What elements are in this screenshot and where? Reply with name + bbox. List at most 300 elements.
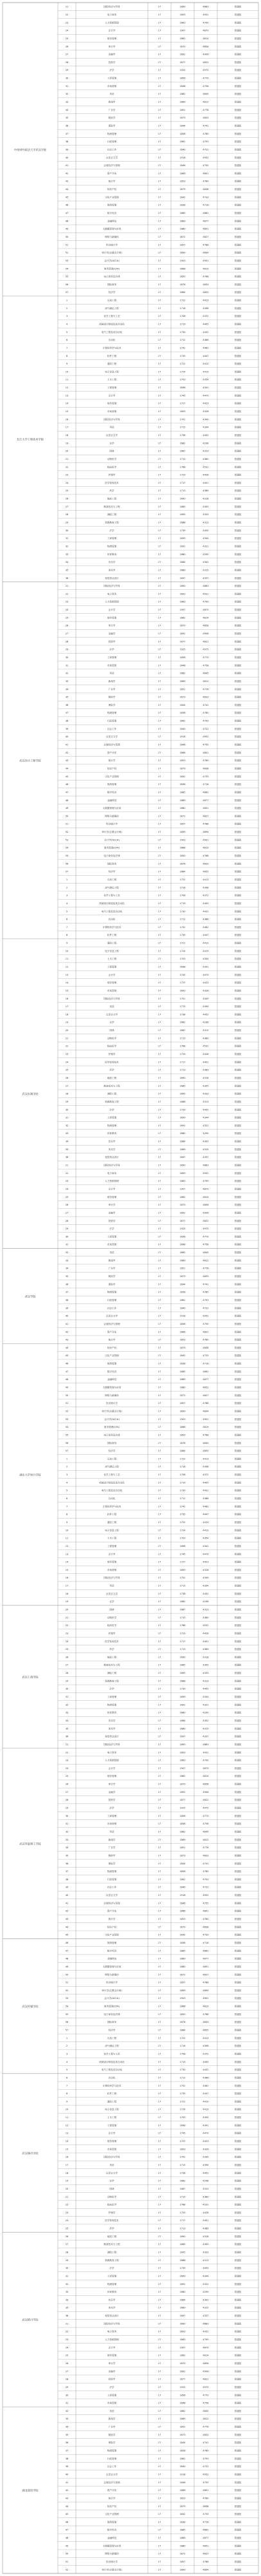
batch-name: 普通批 xyxy=(234,679,242,683)
major-name: 知识产权 xyxy=(107,188,117,191)
plan-count: 17 xyxy=(158,2315,161,2318)
row-number: 34 xyxy=(65,1267,69,1270)
batch-name: 普通批 xyxy=(234,2052,242,2056)
row-number: 42 xyxy=(65,751,69,754)
major-name: 大数据管理与应用 xyxy=(102,2544,122,2548)
batch-name: 普通批 xyxy=(234,791,242,794)
batch-name: 普通批 xyxy=(234,1005,242,1009)
min-rank: 4931 xyxy=(203,2330,209,2333)
major-name: 法学 xyxy=(109,2385,114,2389)
min-rank: 4462 xyxy=(203,925,209,929)
batch-name: 普通批 xyxy=(234,1457,242,1461)
plan-count: 17 xyxy=(158,2354,161,2357)
batch-name: 普通批 xyxy=(234,1434,242,1437)
batch-name: 普通批 xyxy=(234,1957,242,1960)
batch-name: 普通批 xyxy=(234,1775,242,1778)
major-name: 会计学 xyxy=(108,2132,116,2135)
min-rank: 4755 xyxy=(203,164,209,167)
batch-name: 普通批 xyxy=(234,529,242,532)
plan-count: 17 xyxy=(158,2172,161,2175)
row-number: 46 xyxy=(65,783,69,786)
major-name: 知识产权 xyxy=(107,1346,117,1349)
batch-name: 普通批 xyxy=(234,323,242,326)
plan-count: 17 xyxy=(158,545,161,548)
min-score: 1687 xyxy=(179,2187,186,2190)
batch-name: 普通批 xyxy=(234,886,242,889)
batch-name: 普通批 xyxy=(234,727,242,730)
major-name: 软件工程 xyxy=(107,1513,117,1516)
min-rank: 4788 xyxy=(203,2561,209,2564)
min-rank: 4741 xyxy=(203,1283,209,1286)
row-number: 19 xyxy=(65,1600,69,1604)
min-score: 1869 xyxy=(179,2418,186,2421)
plan-count: 17 xyxy=(158,418,161,421)
min-score: 1848 xyxy=(179,2401,186,2405)
min-score: 1889 xyxy=(179,1378,186,1381)
min-rank: 4344 xyxy=(203,537,209,540)
batch-name: 普通批 xyxy=(234,394,242,397)
min-rank: 4413 xyxy=(203,299,209,302)
batch-name: 普通批 xyxy=(234,386,242,390)
batch-name: 普通批 xyxy=(234,2330,242,2333)
min-score: 1925 xyxy=(179,69,186,72)
plan-count: 17 xyxy=(158,299,161,302)
plan-count: 17 xyxy=(158,2306,161,2309)
major-name: 财务管理 xyxy=(107,616,117,620)
min-score: 1866 xyxy=(179,751,186,754)
batch-name: 普通批 xyxy=(234,1759,242,1762)
batch-name: 普通批 xyxy=(234,1465,242,1468)
min-rank: 4419 xyxy=(203,1529,209,1532)
row-number: 17 xyxy=(65,1005,69,1009)
major-name: 物流管理 xyxy=(107,1291,117,1294)
plan-count: 17 xyxy=(158,450,161,453)
batch-name: 普通批 xyxy=(234,2354,242,2357)
min-rank: 4827 xyxy=(203,1973,209,1976)
plan-count: 17 xyxy=(158,2291,161,2294)
min-score: 1715 xyxy=(179,2163,186,2166)
major-name: 工程管理 xyxy=(107,386,117,390)
row-number: 17 xyxy=(65,2163,69,2166)
major-name: 机械设计制造及其自动化 xyxy=(99,323,125,326)
major-name: 勘查技术与工程 xyxy=(104,1663,120,1667)
batch-name: 普通批 xyxy=(234,2346,242,2349)
min-rank: 4349 xyxy=(203,418,209,421)
min-score: 1735 xyxy=(179,934,186,937)
plan-count: 17 xyxy=(158,37,161,40)
min-score: 1844 xyxy=(179,1862,186,1865)
major-name: 油气储运工程 xyxy=(105,886,119,889)
min-score: 1727 xyxy=(179,1560,186,1564)
plan-count: 17 xyxy=(158,1291,161,1294)
batch-name: 普通批 xyxy=(234,117,242,120)
major-name: 会计学 xyxy=(108,1188,116,1191)
min-score: 1697 xyxy=(179,1735,186,1738)
min-score: 1877 xyxy=(179,640,186,643)
major-name: 财务管理 xyxy=(107,981,117,985)
row-number: 22 xyxy=(65,1751,69,1754)
batch-name: 普通批 xyxy=(234,1148,242,1151)
major-name: 网络与新媒体 xyxy=(105,1973,119,1976)
min-score: 1698 xyxy=(179,965,186,969)
plan-count: 17 xyxy=(158,735,161,739)
min-rank: 4372 xyxy=(203,894,209,897)
min-rank: 4290 xyxy=(203,1711,209,1714)
row-number: 22 xyxy=(65,1171,69,1175)
major-name: 审计学(注册会计师) xyxy=(102,251,122,254)
batch-name: 普通批 xyxy=(234,2187,242,2190)
batch-name: 普通批 xyxy=(234,2441,242,2445)
plan-count: 17 xyxy=(158,2052,161,2056)
batch-name: 普通批 xyxy=(234,2282,242,2286)
batch-name: 普通批 xyxy=(234,1854,242,1857)
min-rank: 4776 xyxy=(203,1267,209,1270)
plan-count: 17 xyxy=(158,1544,161,1548)
major-name: 会计学 xyxy=(108,29,116,32)
school-name: 武汉设计工程学院 xyxy=(19,759,41,762)
batch-name: 普通批 xyxy=(234,2306,242,2309)
row-number: 21 xyxy=(65,1164,69,1167)
batch-name: 普通批 xyxy=(234,100,242,104)
min-rank: 4894 xyxy=(203,251,209,254)
row-number: 44 xyxy=(65,767,69,770)
min-score: 1745 xyxy=(179,394,186,397)
major-name: 金融科技 xyxy=(107,1957,117,1960)
min-rank: 4812 xyxy=(203,2418,209,2421)
min-score: 1870 xyxy=(179,624,186,627)
row-number: 33 xyxy=(65,1132,69,1135)
min-rank: 4372 xyxy=(203,1473,209,1477)
plan-count: 17 xyxy=(158,767,161,770)
batch-name: 普通批 xyxy=(234,1188,242,1191)
plan-count: 17 xyxy=(158,2473,161,2476)
min-score: 1708 xyxy=(179,2052,186,2056)
row-number: 25 xyxy=(65,2227,69,2230)
row-number: 31 xyxy=(65,537,69,540)
batch-name: 普通批 xyxy=(234,1981,242,1984)
plan-count: 17 xyxy=(158,2045,161,2048)
batch-name: 普通批 xyxy=(234,807,242,810)
plan-count: 17 xyxy=(158,132,161,135)
batch-name: 普通批 xyxy=(234,450,242,453)
major-name: 大数据管理与应用 xyxy=(102,807,122,810)
row-number: 25 xyxy=(65,37,69,40)
min-rank: 4906 xyxy=(203,632,209,636)
major-name: 金融学 xyxy=(108,1790,116,1794)
min-rank: 4326 xyxy=(203,2148,209,2151)
min-score: 1713 xyxy=(179,489,186,493)
row-number: 48 xyxy=(65,220,69,223)
min-score: 1880 xyxy=(179,2544,186,2548)
row-number: 25 xyxy=(65,2354,69,2357)
min-score: 1853 xyxy=(179,1338,186,1341)
min-score: 1697 xyxy=(179,576,186,580)
batch-name: 普通批 xyxy=(234,1402,242,1405)
min-score: 1856 xyxy=(179,2394,186,2397)
major-name: 电子商务 xyxy=(107,1751,117,1754)
row-number: 6 xyxy=(66,918,68,921)
min-score: 1698 xyxy=(179,386,186,390)
plan-count: 17 xyxy=(158,1322,161,1325)
plan-count: 17 xyxy=(158,330,161,334)
major-name: 体育教育 xyxy=(107,553,117,556)
plan-count: 17 xyxy=(158,2251,161,2254)
plan-count: 17 xyxy=(158,315,161,318)
major-name: 音乐学 xyxy=(108,1140,116,1143)
min-score: 1846 xyxy=(179,2481,186,2484)
plan-count: 17 xyxy=(158,2235,161,2238)
min-score: 1687 xyxy=(179,1608,186,1611)
plan-count: 17 xyxy=(158,679,161,683)
major-name: 会计学(ACCA) xyxy=(104,838,120,842)
major-name: 财务管理(CFA) xyxy=(104,267,120,270)
major-name: 社会工作 xyxy=(107,148,117,151)
plan-count: 17 xyxy=(158,1037,161,1040)
major-name: 电气工程及其自动化 xyxy=(101,330,123,334)
row-number: 13 xyxy=(65,973,69,976)
min-score: 1890 xyxy=(179,5,186,8)
row-number: 35 xyxy=(65,1148,69,1151)
plan-count: 17 xyxy=(158,609,161,612)
plan-count: 17 xyxy=(158,323,161,326)
plan-count: 17 xyxy=(158,2401,161,2405)
min-rank: 4302 xyxy=(203,2298,209,2302)
major-name: 网络与新媒体 xyxy=(105,815,119,818)
min-rank: 4386 xyxy=(203,1497,209,1501)
batch-name: 普通批 xyxy=(234,2132,242,2135)
plan-count: 17 xyxy=(158,1862,161,1865)
plan-count: 17 xyxy=(158,965,161,969)
plan-count: 17 xyxy=(158,2243,161,2246)
min-score: 1862 xyxy=(179,2354,186,2357)
min-score: 1701 xyxy=(179,1577,186,1580)
min-rank: 4851 xyxy=(203,1965,209,1968)
min-rank: 4413 xyxy=(203,878,209,881)
major-name: 电气工程及其自动化 xyxy=(101,1489,123,1492)
major-name: 经济统计学 xyxy=(106,2561,118,2564)
min-score: 1842 xyxy=(179,196,186,199)
min-rank: 4790 xyxy=(203,1759,209,1762)
batch-name: 普通批 xyxy=(234,378,242,381)
plan-count: 17 xyxy=(158,212,161,215)
plan-count: 17 xyxy=(158,561,161,564)
batch-name: 普通批 xyxy=(234,2544,242,2548)
major-name: 计算机科学与技术 xyxy=(102,1505,122,1508)
plan-count: 17 xyxy=(158,949,161,952)
min-rank: 4344 xyxy=(203,2275,209,2278)
min-score: 1872 xyxy=(179,235,186,238)
row-number: 33 xyxy=(65,2291,69,2294)
plan-count: 17 xyxy=(158,1648,161,1651)
min-rank: 4776 xyxy=(203,2425,209,2429)
batch-name: 普通批 xyxy=(234,1076,242,1079)
major-name: 投资学 xyxy=(108,61,116,64)
row-number: 57 xyxy=(65,291,69,294)
min-score: 1689 xyxy=(179,569,186,572)
min-score: 1682 xyxy=(179,1021,186,1024)
min-score: 1851 xyxy=(179,1846,186,1850)
min-score: 1884 xyxy=(179,291,186,294)
min-rank: 4755 xyxy=(203,743,209,746)
min-rank: 4833 xyxy=(203,1854,209,1857)
row-number: 35 xyxy=(65,1275,69,1278)
row-number: 25 xyxy=(65,1068,69,1072)
min-rank: 4855 xyxy=(203,870,209,873)
batch-name: 普通批 xyxy=(234,1378,242,1381)
row-number: 8 xyxy=(66,354,68,357)
major-name: 工商管理 xyxy=(107,1696,117,1699)
plan-count: 17 xyxy=(158,529,161,532)
major-name: 英语 xyxy=(109,93,114,96)
major-name: 经济学 xyxy=(108,870,116,873)
major-name: 自动化 xyxy=(108,1497,116,1501)
row-number: 20 xyxy=(65,1029,69,1032)
min-rank: 4931 xyxy=(203,592,209,596)
min-rank: 4290 xyxy=(203,553,209,556)
row-number: 22 xyxy=(65,13,69,16)
major-name: 工商管理 xyxy=(107,1814,117,1817)
min-rank: 4462 xyxy=(203,346,209,350)
major-name: 行政管理 xyxy=(107,719,117,723)
min-score: 1713 xyxy=(179,1648,186,1651)
row-number: 57 xyxy=(65,870,69,873)
batch-name: 普通批 xyxy=(234,2315,242,2318)
batch-name: 普通批 xyxy=(234,1132,242,1135)
min-rank: 4733 xyxy=(203,775,209,778)
batch-name: 普通批 xyxy=(234,2076,242,2079)
row-number: 37 xyxy=(65,2449,69,2452)
batch-name: 普通批 xyxy=(234,1672,242,1675)
batch-name: 普通批 xyxy=(234,2489,242,2492)
min-rank: 4447 xyxy=(203,2092,209,2096)
batch-name: 普通批 xyxy=(234,433,242,437)
min-rank: 4337 xyxy=(203,2315,209,2318)
plan-count: 17 xyxy=(158,632,161,636)
row-number: 3 xyxy=(66,315,68,318)
row-number: 21 xyxy=(65,1743,69,1746)
min-rank: 4975 xyxy=(203,69,209,72)
min-score: 1691 xyxy=(179,1124,186,1127)
plan-count: 17 xyxy=(158,1577,161,1580)
batch-name: 普通批 xyxy=(234,37,242,40)
major-name: 土木工程 xyxy=(107,958,117,961)
batch-name: 普通批 xyxy=(234,838,242,842)
major-name: 土木工程 xyxy=(107,2116,117,2119)
row-number: 27 xyxy=(65,505,69,508)
row-number: 34 xyxy=(65,688,69,691)
major-name: 新闻学 xyxy=(108,2418,116,2421)
batch-name: 普通批 xyxy=(234,1426,242,1429)
major-name: 国际商务 xyxy=(107,1441,117,1444)
major-name: 石油工程 xyxy=(107,878,117,881)
min-score: 1880 xyxy=(179,807,186,810)
major-name: 音乐学 xyxy=(108,561,116,564)
min-score: 1838 xyxy=(179,783,186,786)
batch-name: 普通批 xyxy=(234,2457,242,2460)
row-number: 33 xyxy=(65,679,69,683)
major-name: 知识产权 xyxy=(107,767,117,770)
major-name: 法学 xyxy=(109,1227,114,1231)
row-number: 25 xyxy=(65,1195,69,1198)
batch-name: 普通批 xyxy=(234,2497,242,2500)
min-rank: 4790 xyxy=(203,2338,209,2342)
row-number: 26 xyxy=(65,497,69,500)
min-rank: 4333 xyxy=(203,513,209,516)
min-score: 1693 xyxy=(179,2148,186,2151)
batch-name: 普通批 xyxy=(234,5,242,8)
row-number: 2 xyxy=(66,307,68,310)
min-score: 1699 xyxy=(179,1116,186,1119)
min-rank: 4877 xyxy=(203,799,209,802)
major-name: 工程管理 xyxy=(107,2124,117,2127)
min-score: 1727 xyxy=(179,2140,186,2143)
min-score: 1685 xyxy=(179,2243,186,2246)
min-rank: 4830 xyxy=(203,2021,209,2024)
row-number: 5 xyxy=(66,330,68,334)
batch-name: 普通批 xyxy=(234,1045,242,1048)
batch-name: 普通批 xyxy=(234,1410,242,1413)
plan-count: 17 xyxy=(158,1981,161,1984)
min-score: 1870 xyxy=(179,2362,186,2365)
major-name: 人力资源管理 xyxy=(105,1759,119,1762)
plan-count: 17 xyxy=(158,2394,161,2397)
row-number: 51 xyxy=(65,243,69,247)
row-number: 42 xyxy=(65,1331,69,1334)
min-rank: 4423 xyxy=(203,2140,209,2143)
major-name: 资产评估 xyxy=(107,1331,117,1334)
batch-name: 普通批 xyxy=(234,1918,242,1921)
min-score: 1850 xyxy=(179,275,186,278)
plan-count: 17 xyxy=(158,703,161,706)
school-name: 中南财经政法大学武汉学院 xyxy=(14,147,47,151)
min-rank: 4410 xyxy=(203,942,209,945)
min-rank: 4894 xyxy=(203,831,209,834)
batch-name: 普通批 xyxy=(234,910,242,913)
plan-count: 17 xyxy=(158,688,161,691)
major-name: 审计学 xyxy=(108,1204,116,1207)
batch-name: 普通批 xyxy=(234,2275,242,2278)
min-rank: 4447 xyxy=(203,934,209,937)
plan-count: 17 xyxy=(158,1949,161,1953)
row-number: 29 xyxy=(65,648,69,651)
row-number: 25 xyxy=(65,1775,69,1778)
min-rank: 4318 xyxy=(203,1076,209,1079)
row-number: 21 xyxy=(65,1616,69,1619)
major-name: 统计学 xyxy=(108,1338,116,1341)
plan-count: 17 xyxy=(158,918,161,921)
major-name: 投资学 xyxy=(108,1799,116,1802)
row-number: 29 xyxy=(65,1227,69,1231)
row-number: 33 xyxy=(65,1838,69,1841)
min-score: 1768 xyxy=(179,2203,186,2206)
plan-count: 17 xyxy=(158,791,161,794)
major-name: 视觉传达设计 xyxy=(105,576,119,580)
batch-name: 普通批 xyxy=(234,1687,242,1690)
min-rank: 4952 xyxy=(203,1894,209,1897)
plan-count: 17 xyxy=(158,2227,161,2230)
batch-name: 普通批 xyxy=(234,2148,242,2151)
plan-count: 17 xyxy=(158,838,161,842)
batch-name: 普通批 xyxy=(234,1814,242,1817)
plan-count: 17 xyxy=(158,172,161,175)
row-number: 21 xyxy=(65,1037,69,1040)
plan-count: 17 xyxy=(158,664,161,667)
row-number: 21 xyxy=(65,2195,69,2199)
batch-name: 普通批 xyxy=(234,1195,242,1198)
min-score: 1680 xyxy=(179,553,186,556)
major-name: 会计学 xyxy=(108,1553,116,1556)
plan-count: 17 xyxy=(158,1005,161,1009)
